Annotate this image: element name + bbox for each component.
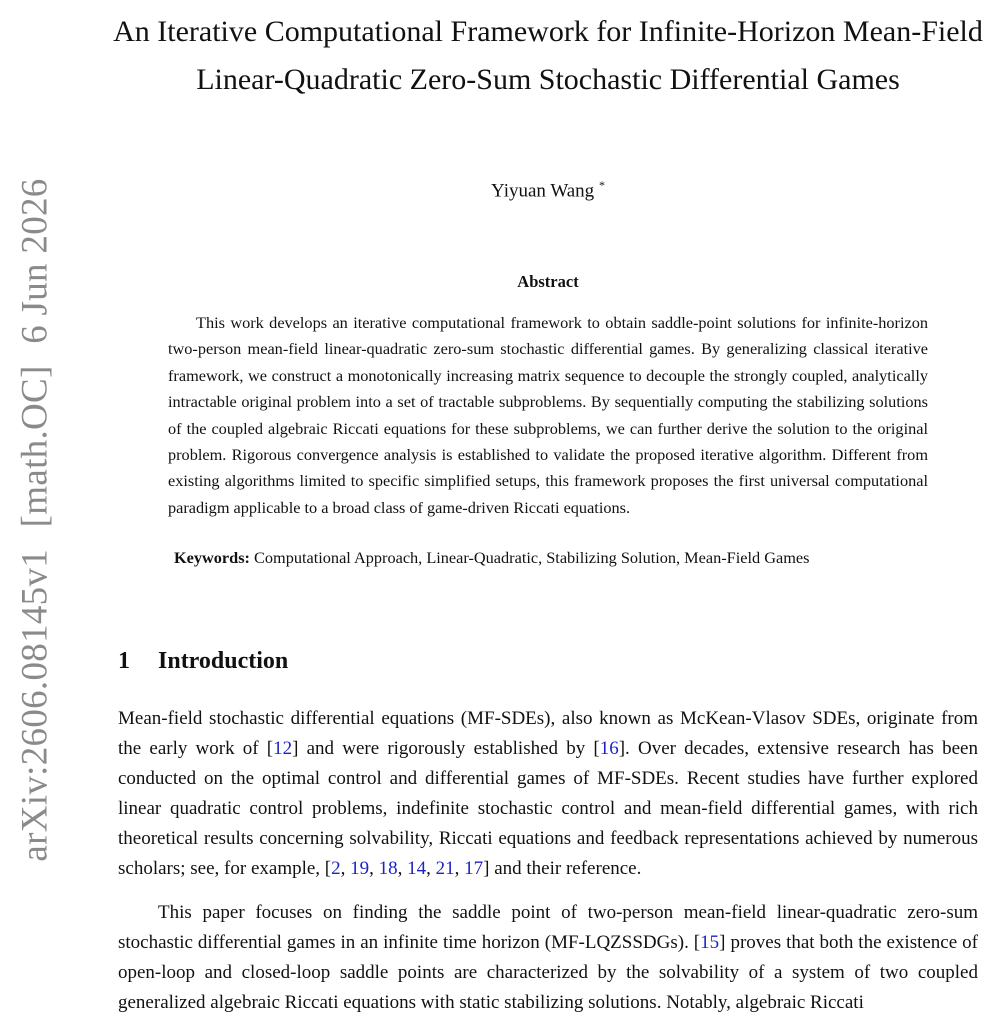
citation-separator: , (397, 858, 408, 879)
arxiv-date: 6 Jun 2026 (14, 178, 56, 344)
abstract-heading: Abstract (517, 272, 579, 291)
section-heading-introduction (118, 648, 288, 675)
citation-separator: , (454, 858, 465, 879)
citation-link[interactable]: 16 (599, 738, 619, 759)
citation-link[interactable]: 12 (273, 738, 293, 759)
keywords-line (174, 548, 934, 568)
author-line (100, 178, 993, 202)
citation-link[interactable]: 15 (700, 932, 720, 953)
keywords-label: Keywords: (174, 548, 250, 567)
section-number: 1 (118, 648, 130, 674)
arxiv-id[interactable]: arXiv:2606.08145v1 (14, 548, 56, 862)
intro-paragraph-2 (118, 898, 978, 1018)
citation-link[interactable]: 19 (350, 858, 370, 879)
paragraph-text: ]. Over decades, extensive research has been conducted on the optimal control and differential games of MF-SDEs. Recent studies have further explored linear quadratic control problems, indefinite stochastic control and mean-field differential games, with rich theoretical results concerning solvability, Riccati equations and feedback representations achieved by numerous scholars; see, for example, [ (118, 738, 978, 879)
citation-separator: , (340, 858, 351, 879)
author-name: Yiyuan Wang (491, 180, 595, 202)
citation-link[interactable]: 21 (435, 858, 455, 879)
paragraph-text: Mean-field stochastic differential equations (MF-SDEs), also known as McKean-Vlasov SDEs, originate from the early work of [ (118, 708, 978, 759)
arxiv-stamp (14, 172, 57, 867)
paragraph-text: ] and were rigorously established by [ (292, 738, 600, 759)
keywords-text: Computational Approach, Linear-Quadratic, Stabilizing Solution, Mean-Field Games (254, 548, 810, 567)
author-footnote-mark[interactable]: * (598, 178, 605, 192)
arxiv-category: [math.OC] (14, 365, 56, 528)
intro-paragraph-1 (118, 704, 978, 884)
arxiv-sidebar (0, 0, 70, 1000)
abstract-body: This work develops an iterative computational framework to obtain saddle-point solutions for infinite-horizon two-person mean-field linear-quadratic zero-sum stochastic differential games. By generalizing classical iterative framework, we construct a monotonically increasing matrix sequence to decouple the strongly coupled, analytically intractable original problem into a set of tractable subproblems. By sequentially computing the stabilizing solutions of the coupled algebraic Riccati equations for these subproblems, we can further derive the solution to the original problem. Rigorous convergence analysis is established to validate the proposed iterative algorithm. Different from existing algorithms limited to specific simplified setups, this framework proposes the first universal computational paradigm applicable to a broad class of game-driven Riccati equations. (168, 313, 928, 517)
section-title: Introduction (158, 648, 289, 674)
citation-link[interactable]: 14 (407, 858, 427, 879)
citation-link[interactable]: 17 (464, 858, 484, 879)
citation-link[interactable]: 18 (378, 858, 398, 879)
paragraph-text: ] proves that both the existence of open-loop and closed-loop saddle points are characterized by the solvability of a system of two coupled generalized algebraic Riccati equations with static stabilizing solutions. Notably, algebraic Riccati (118, 932, 978, 1013)
citation-separator: , (369, 858, 379, 879)
citation-link[interactable]: 2 (331, 858, 341, 879)
citation-separator: , (426, 858, 436, 879)
paper-title: An Iterative Computational Framework for Infinite-Horizon Mean-Field Linear-Quadratic Zero-Sum Stochastic Differential Games (113, 15, 983, 96)
paragraph-text: ] and their reference. (483, 858, 642, 879)
paragraph-text: This paper focuses on finding the saddle point of two-person mean-field linear-quadratic zero-sum stochastic differential games in an infinite time horizon (MF-LQZSSDGs). [ (118, 902, 978, 953)
